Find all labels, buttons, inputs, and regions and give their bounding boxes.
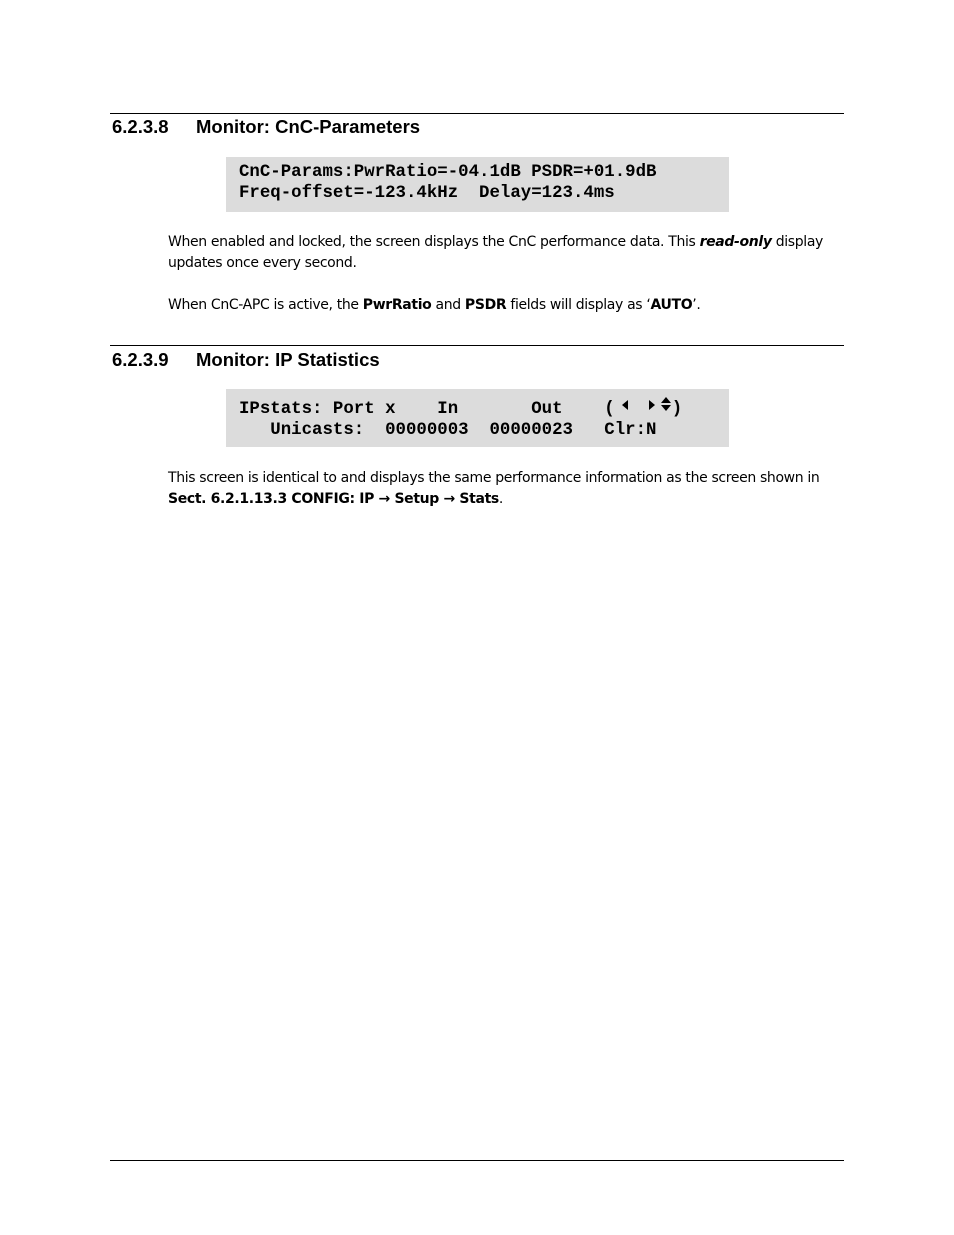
section-title: Monitor: IP Statistics	[196, 349, 380, 370]
pwrratio-term: PwrRatio	[362, 297, 432, 313]
ref-text: Sect. 6.2.1.13.3 CONFIG: IP	[168, 491, 379, 507]
section-number: 6.2.3.9	[112, 349, 169, 370]
lcd-line-1-end: )	[671, 400, 683, 419]
top-rule-cnc	[110, 113, 844, 114]
paragraph-ip-description	[168, 468, 848, 510]
section-number: 6.2.3.8	[112, 116, 169, 137]
arrow-left-icon	[622, 400, 628, 410]
section-title: Monitor: CnC-Parameters	[196, 116, 421, 137]
auto-term: AUTO	[650, 297, 693, 313]
lcd-display-cnc	[226, 157, 729, 212]
arrow-right-icon: →	[443, 491, 455, 507]
para-text: display updates once every second.	[168, 234, 823, 271]
para-text: ’.	[692, 297, 701, 313]
lcd-line-1-text: IPstats: Port x In Out (	[239, 400, 615, 419]
read-only-emphasis: read-only	[699, 234, 772, 250]
arrow-right-icon	[649, 400, 655, 410]
section-heading-ip	[112, 349, 380, 371]
para-text: This screen is identical to and displays the same performance information as the screen shown in	[168, 470, 820, 486]
para-text: When enabled and locked, the screen displays the CnC performance data. This	[168, 234, 700, 250]
psdr-term: PSDR	[464, 297, 507, 313]
para-text: and	[431, 297, 465, 313]
section-reference	[168, 491, 499, 507]
lcd-line-1	[239, 397, 729, 420]
footer-rule	[110, 1160, 844, 1161]
arrow-up-down-icon	[661, 397, 672, 411]
paragraph-cnc-apc	[168, 295, 848, 316]
lcd-line-2: Freq-offset=-123.4kHz Delay=123.4ms	[239, 184, 615, 203]
ref-text: Stats	[454, 491, 499, 507]
ref-text: Setup	[389, 491, 444, 507]
lcd-line-1: CnC-Params:PwrRatio=-04.1dB PSDR=+01.9dB	[239, 163, 657, 182]
para-text: .	[498, 491, 504, 507]
para-text: fields will display as ‘	[506, 297, 651, 313]
lcd-line-2: Unicasts: 00000003 00000023 Clr:N	[239, 421, 657, 440]
top-rule-ip	[110, 345, 844, 346]
paragraph-cnc-description	[168, 232, 848, 274]
lcd-display-ip	[226, 389, 729, 447]
para-text: When CnC-APC is active, the	[168, 297, 363, 313]
arrow-right-icon: →	[378, 491, 390, 507]
section-heading-cnc	[112, 116, 420, 138]
